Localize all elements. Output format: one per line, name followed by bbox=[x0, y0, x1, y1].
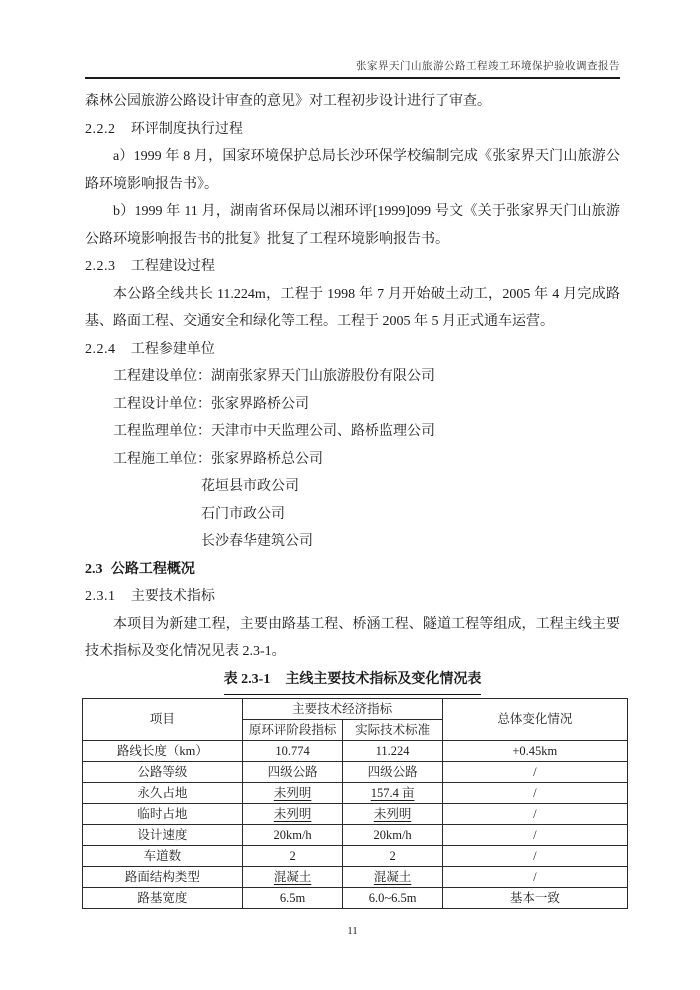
paragraph-continuation: 森林公园旅游公路设计审查的意见》对工程初步设计进行了审查。 bbox=[85, 94, 491, 109]
table-cell-actual: 未列明 bbox=[343, 804, 442, 825]
table-cell-item: 临时占地 bbox=[83, 804, 243, 825]
section-number: 2.3.1 bbox=[85, 589, 116, 604]
section-heading-2-2-3 bbox=[85, 253, 620, 281]
table-cell-eia: 10.774 bbox=[242, 741, 343, 762]
table-cell-actual: 2 bbox=[343, 846, 442, 867]
table-cell-item: 路基宽度 bbox=[83, 888, 243, 909]
table-row bbox=[83, 888, 628, 909]
table-cell-item: 路线长度（km） bbox=[83, 741, 243, 762]
paragraph-construction-process: 本公路全线共长 11.224m，工程于 1998 年 7 月开始破土动工，2005 年 4 月完成路基、路面工程、交通安全和绿化等工程。工程于 2005 年 5 月正式通车运营。 bbox=[85, 286, 620, 329]
table-cell-change: +0.45km bbox=[442, 741, 627, 762]
header-title: 张家界天门山旅游公路工程竣工环境保护验收调查报告 bbox=[356, 61, 620, 72]
page-number: 11 bbox=[347, 925, 358, 937]
participant-line: 工程设计单位：张家界路桥公司 bbox=[113, 396, 309, 412]
table-cell-item: 设计速度 bbox=[83, 825, 243, 846]
section-title: 主要技术指标 bbox=[130, 589, 215, 604]
section-title: 公路工程概况 bbox=[110, 561, 195, 577]
paragraph-eia-b: b）1999 年 11 月，湖南省环保局以湘环评[1999]099 号文《关于张家界天门山旅游公路环境影响报告书的批复》批复了工程环境影响报告书。 bbox=[85, 204, 620, 247]
table-cell-actual: 20km/h bbox=[343, 825, 442, 846]
participant-line: 工程施工单位：张家界路桥总公司 bbox=[113, 451, 323, 467]
table-cell-change: / bbox=[442, 825, 627, 846]
column-header-actual: 实际技术标准 bbox=[343, 720, 442, 741]
table-cell-item: 永久占地 bbox=[83, 783, 243, 804]
participant-list bbox=[85, 363, 620, 556]
paragraph-technical-indicators: 本项目为新建工程，主要由路基工程、桥涵工程、隧道工程等组成，工程主线主要技术指标及变化情况见表 2.3-1。 bbox=[85, 616, 620, 659]
table-cell-actual: 四级公路 bbox=[343, 762, 442, 783]
table-cell-item: 车道数 bbox=[83, 846, 243, 867]
table-row bbox=[83, 762, 628, 783]
table-caption-number: 表 2.3-1 bbox=[223, 671, 271, 687]
column-header-change: 总体变化情况 bbox=[442, 699, 627, 741]
section-number: 2.3 bbox=[85, 561, 103, 577]
participant-line: 花垣县市政公司 bbox=[201, 479, 299, 494]
section-heading-2-2-4 bbox=[85, 336, 620, 364]
table-cell-actual: 混凝土 bbox=[343, 867, 442, 888]
table-cell-actual: 11.224 bbox=[343, 741, 442, 762]
table-header bbox=[83, 699, 628, 741]
table-cell-eia: 四级公路 bbox=[242, 762, 343, 783]
table-row bbox=[83, 825, 628, 846]
table-caption bbox=[85, 666, 620, 696]
table-cell-change: / bbox=[442, 762, 627, 783]
table-cell-change: 基本一致 bbox=[442, 888, 627, 909]
table-row bbox=[83, 867, 628, 888]
table-row bbox=[83, 741, 628, 762]
table-row bbox=[83, 783, 628, 804]
running-header bbox=[85, 58, 620, 79]
table-caption-text: 主线主要技术指标及变化情况表 bbox=[285, 671, 482, 687]
table-cell-actual: 157.4 亩 bbox=[343, 783, 442, 804]
table-cell-eia: 20km/h bbox=[242, 825, 343, 846]
section-title: 环评制度执行过程 bbox=[130, 121, 243, 137]
table-cell-change: / bbox=[442, 846, 627, 867]
section-title: 工程参建单位 bbox=[130, 341, 215, 357]
table-cell-actual: 6.0~6.5m bbox=[343, 888, 442, 909]
table-cell-eia: 混凝土 bbox=[242, 867, 343, 888]
participant-line: 石门市政公司 bbox=[201, 506, 285, 522]
table-body bbox=[83, 741, 628, 909]
paragraph-eia-a: a）1999 年 8 月，国家环境保护总局长沙环保学校编制完成《张家界天门山旅游公路环境影响报告书》。 bbox=[85, 149, 620, 192]
table-cell-change: / bbox=[442, 783, 627, 804]
table-cell-change: / bbox=[442, 804, 627, 825]
document-content bbox=[85, 88, 620, 946]
section-number: 2.2.4 bbox=[85, 341, 116, 357]
table-cell-eia: 6.5m bbox=[242, 888, 343, 909]
table-row bbox=[83, 804, 628, 825]
section-heading-2-3 bbox=[85, 556, 620, 584]
section-title: 工程建设过程 bbox=[130, 259, 215, 274]
column-header-group: 主要技术经济指标 bbox=[242, 699, 442, 720]
table-cell-eia: 未列明 bbox=[242, 783, 343, 804]
section-number: 2.2.2 bbox=[85, 121, 116, 137]
table-cell-eia: 2 bbox=[242, 846, 343, 867]
table-cell-change: / bbox=[442, 867, 627, 888]
section-number: 2.2.3 bbox=[85, 259, 116, 274]
participant-line: 工程监理单位：天津市中天监理公司、路桥监理公司 bbox=[113, 424, 435, 439]
column-header-item: 项目 bbox=[83, 699, 243, 741]
participant-line: 工程建设单位：湖南张家界天门山旅游股份有限公司 bbox=[113, 369, 435, 384]
table-row bbox=[83, 846, 628, 867]
section-heading-2-3-1 bbox=[85, 583, 620, 611]
table-cell-eia: 未列明 bbox=[242, 804, 343, 825]
table-cell-item: 公路等级 bbox=[83, 762, 243, 783]
technical-indicators-table bbox=[82, 698, 628, 909]
participant-line: 长沙春华建筑公司 bbox=[201, 534, 313, 549]
table-cell-item: 路面结构类型 bbox=[83, 867, 243, 888]
column-header-eia: 原环评阶段指标 bbox=[242, 720, 343, 741]
section-heading-2-2-2 bbox=[85, 116, 620, 144]
